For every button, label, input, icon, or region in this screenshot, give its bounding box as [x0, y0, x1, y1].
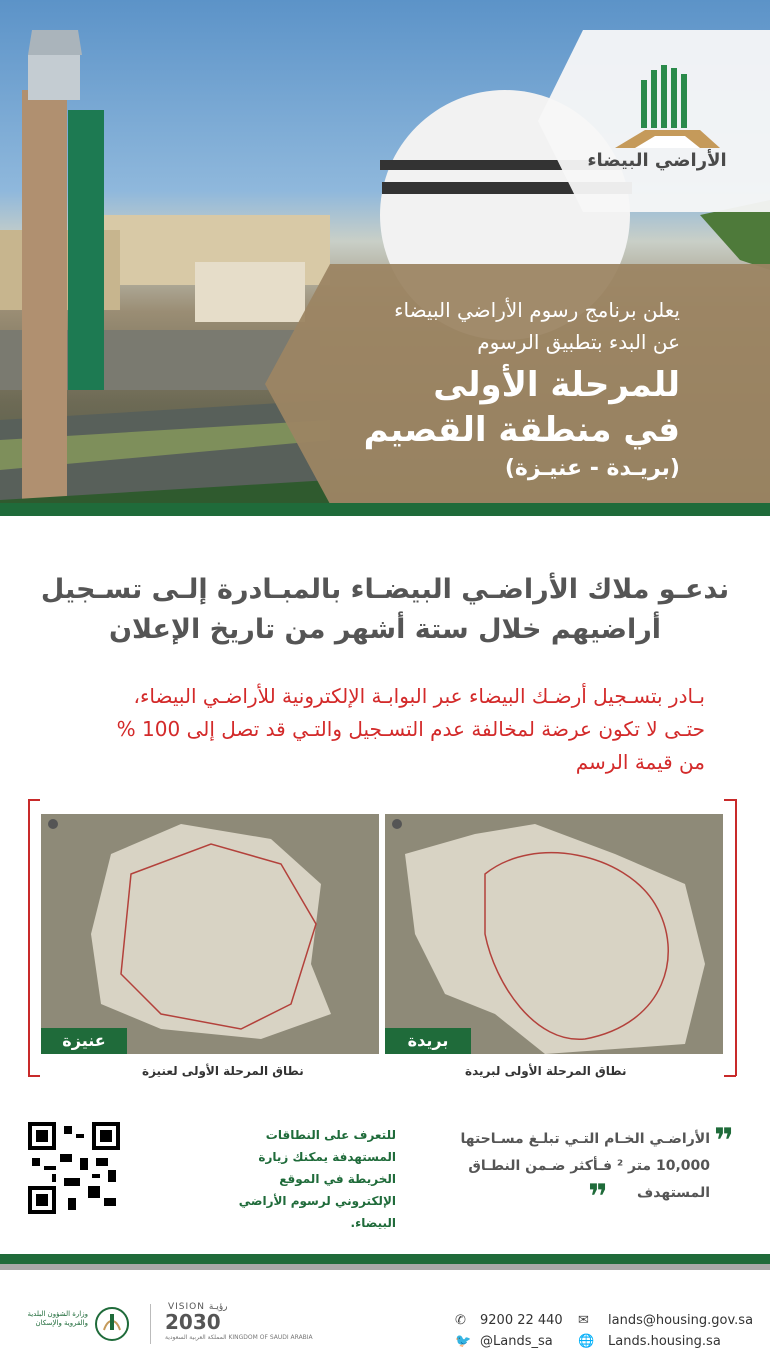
- headline-line-1: يعلن برنامج رسوم الأراضي البيضاء: [394, 298, 680, 322]
- logo-title: الأراضي البيضاء: [587, 150, 727, 171]
- map-image: [41, 814, 379, 1054]
- headline-line-4: في منطقة القصيم: [363, 410, 680, 450]
- map-caption-unaizah: نطاق المرحلة الأولى لعنيزة: [142, 1064, 304, 1078]
- ministry-name: وزارة الشؤون البلدية والقروية والإسكان: [27, 1310, 88, 1327]
- map-unaizah: [41, 814, 379, 1054]
- globe-icon: 🌐: [578, 1334, 595, 1349]
- invite-line-1: ندعـو ملاك الأراضـي البيضـاء بالمبـادرة إلـى تسـجيل: [40, 574, 730, 605]
- vision-word: VISION رؤيـة: [168, 1302, 228, 1312]
- frame-corner-tl-h: [28, 799, 40, 801]
- quote-open-icon: ❞: [714, 1121, 734, 1161]
- frame-corner-tl-v: [28, 799, 30, 1076]
- headline-line-5: (بريـدة - عنيـزة): [504, 456, 680, 481]
- quote-line-2: 10,000 متر ² فـأكثر ضـمن النطـاق: [468, 1158, 710, 1174]
- quote-text: [438, 1126, 710, 1207]
- map-image: [385, 814, 723, 1054]
- section-divider: [0, 503, 770, 516]
- headline-line-3: للمرحلة الأولى: [433, 365, 680, 405]
- warning-line-3: من قيمة الرسم: [575, 750, 705, 774]
- map-buraydah: [385, 814, 723, 1054]
- hero-banner: [0, 0, 770, 503]
- invite-line-2: أراضيهم خلال ستة أشهر من تاريخ الإعلان: [108, 614, 662, 645]
- map-label-buraydah: بريدة: [385, 1028, 471, 1054]
- twitter-handle[interactable]: @Lands_sa: [480, 1334, 553, 1349]
- phone-number[interactable]: 9200 22 440: [480, 1313, 563, 1328]
- email-link[interactable]: lands@housing.gov.sa: [608, 1313, 754, 1328]
- warning-line-2: حتـى لا تكون عرضة لمخالفة عدم التسـجيل والتـي قد تصل إلى 100 %: [116, 717, 705, 741]
- qr-code[interactable]: [28, 1122, 120, 1214]
- ministry-emblem-icon: [92, 1304, 132, 1344]
- vision-2030-logo: 2030: [165, 1310, 221, 1334]
- frame-bottom-right: [724, 1075, 736, 1077]
- frame-corner-tr-v: [735, 799, 737, 1076]
- qr-instructions: للتعرف على النطاقات المستهدفة يمكنك زيارة الخريطة في الموقع الإلكتروني لرسوم الأراضي البيضاء.: [238, 1128, 396, 1230]
- white-lands-logo-icon: [605, 60, 725, 150]
- warning-line-1: بـادر بتسـجيل أرضـك البيضاء عبر البوابـة الإلكترونية للأراضـي البيضاء،: [133, 684, 705, 708]
- frame-bottom-left: [28, 1075, 40, 1077]
- headline-line-2: عن البدء بتطبيق الرسوم: [477, 330, 680, 354]
- footer-divider: [150, 1304, 151, 1344]
- vision-subtitle: المملكة العربية السعودية KINGDOM OF SAUDI ARABIA: [165, 1334, 313, 1341]
- map-caption-buraydah: نطاق المرحلة الأولى لبريدة: [465, 1064, 627, 1078]
- quote-close-icon: ❞: [588, 1177, 608, 1217]
- quote-line-3: المستهدف: [637, 1185, 710, 1201]
- website-link[interactable]: Lands.housing.sa: [608, 1334, 721, 1349]
- phone-icon: ✆: [455, 1313, 466, 1328]
- footer-bar-green: [0, 1254, 770, 1264]
- quote-line-1: الأراضـي الخـام التـي تبلـغ مسـاحتها: [460, 1131, 710, 1147]
- twitter-icon: 🐦: [455, 1334, 472, 1349]
- footer-bar-gray: [0, 1264, 770, 1270]
- email-icon: ✉: [578, 1313, 589, 1328]
- map-label-unaizah: عنيزة: [41, 1028, 127, 1054]
